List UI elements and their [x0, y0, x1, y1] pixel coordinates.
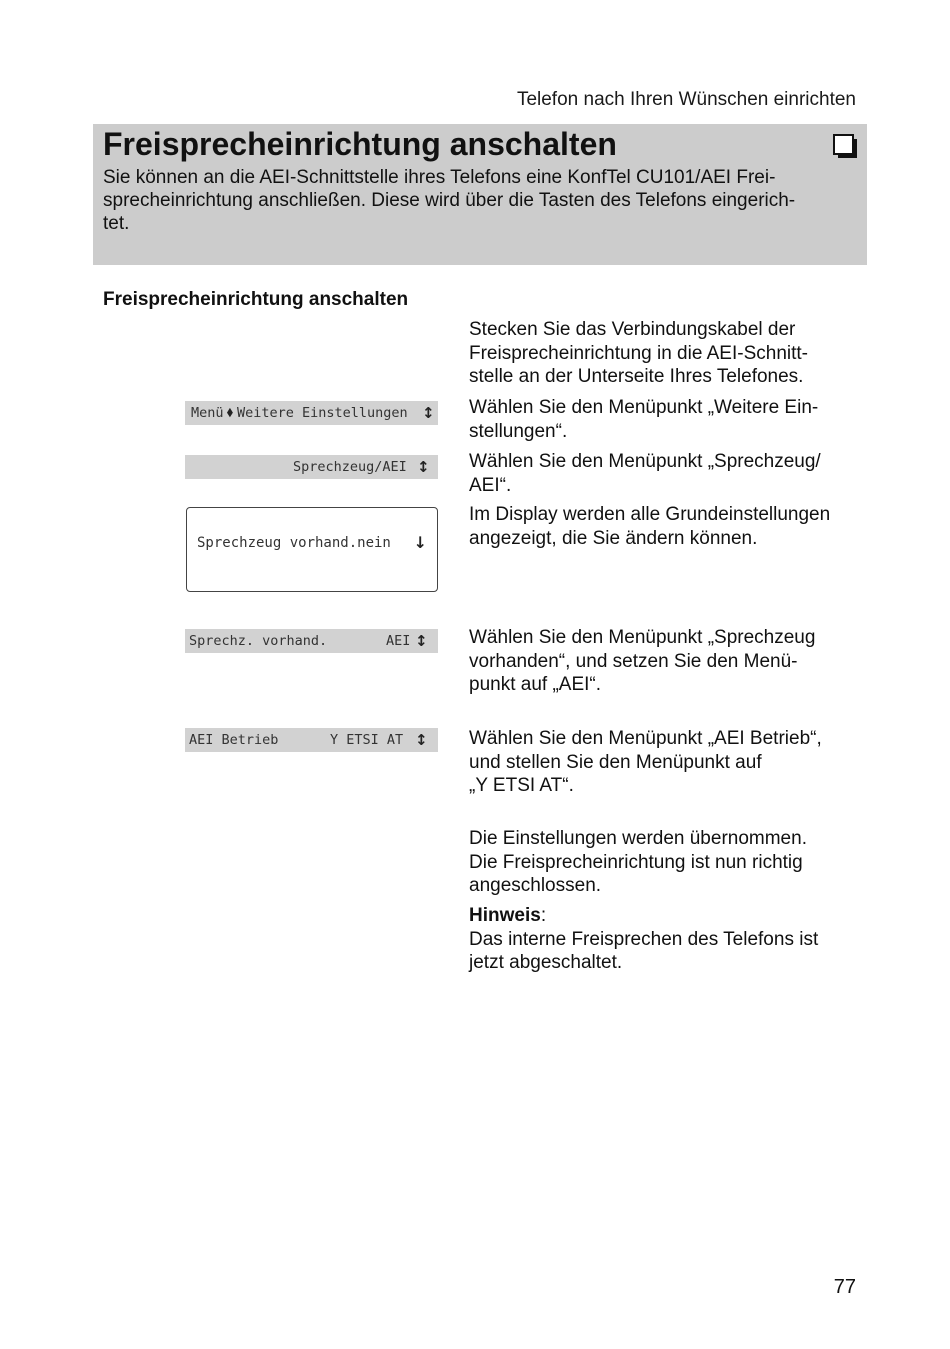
hint-line: jetzt abgeschaltet. — [469, 952, 623, 973]
step-line: Stecken Sie das Verbindungskabel der — [469, 319, 796, 340]
step-line: und stellen Sie den Menüpunkt auf — [469, 751, 762, 773]
step-line: AEI“. — [469, 474, 512, 496]
step-line: Im Display werden alle Grundeinstellungen — [469, 504, 831, 525]
step-instruction-4 — [469, 503, 864, 550]
step-line: stelle an der Unterseite Ihres Telefones. — [469, 366, 804, 387]
step-line: Die Freisprecheinrichtung ist nun richtig — [469, 851, 803, 873]
intro-line: sprecheinrichtung anschließen. Diese wird über die Tasten des Telefons eingerich- — [103, 190, 796, 211]
page-number: 77 — [833, 1276, 856, 1298]
display-sprechzeug-vorhand — [186, 507, 438, 592]
step-line: „Y ETSI AT“. — [469, 775, 574, 796]
up-down-arrow-icon: ↕ — [417, 458, 430, 476]
intro-line: tet. — [103, 213, 130, 234]
step-instruction-1 — [469, 318, 864, 389]
step-instruction-6 — [469, 727, 864, 798]
step-line: Wählen Sie den Menüpunkt „Sprechzeug — [469, 627, 816, 648]
hint-line: Das interne Freisprechen des Telefons ist — [469, 928, 819, 950]
display-text: AEI Betrieb — [189, 732, 279, 748]
display-aei-betrieb — [185, 728, 438, 752]
step-instruction-3 — [469, 450, 864, 497]
up-down-arrow-icon: ↕ — [415, 632, 428, 650]
down-arrow-icon: ↓ — [413, 533, 427, 552]
step-line: Freisprecheinrichtung in die AEI-Schnitt- — [469, 342, 808, 364]
step-line: Wählen Sie den Menüpunkt „AEI Betrieb“, — [469, 728, 822, 749]
step-instruction-2 — [469, 396, 864, 443]
up-down-arrow-icon: ↕ — [415, 731, 428, 749]
page-title: Freisprecheinrichtung anschalten — [103, 126, 617, 162]
step-line: stellungen“. — [469, 420, 568, 442]
hint-heading — [469, 904, 864, 928]
display-sprechz-vorhand-aei — [185, 629, 438, 653]
display-value: Y ETSI AT — [330, 732, 404, 748]
step-line: Die Einstellungen werden übernommen. — [469, 828, 807, 849]
intro-paragraph — [103, 166, 853, 235]
intro-line: Sie können an die AEI-Schnittstelle ihres Telefons eine KonfTel CU101/AEI Frei- — [103, 167, 776, 188]
display-text: Sprechz. vorhand. — [189, 633, 328, 649]
step-line: vorhanden“, und setzen Sie den Menü- — [469, 650, 798, 672]
step-line: punkt auf „AEI“. — [469, 674, 602, 695]
display-menu-weitere-einstellungen — [185, 401, 438, 425]
step-line: angezeigt, die Sie ändern können. — [469, 527, 758, 549]
checkbox-icon — [833, 134, 857, 158]
step-line: angeschlossen. — [469, 875, 602, 896]
display-text: Sprechzeug/AEI — [293, 459, 407, 475]
step-line: Wählen Sie den Menüpunkt „Sprechzeug/ — [469, 451, 821, 472]
display-text: Menü — [191, 405, 224, 421]
display-sprechzeug-aei — [185, 455, 438, 479]
title-box — [93, 124, 867, 265]
hint-colon: : — [540, 905, 547, 926]
step-line: Wählen Sie den Menüpunkt „Weitere Ein- — [469, 397, 819, 418]
display-text: Weitere Einstellungen — [237, 405, 408, 421]
section-heading: Freisprecheinrichtung anschalten — [103, 289, 409, 310]
up-down-arrow-icon: ↕ — [422, 404, 435, 422]
display-text: Sprechzeug vorhand.nein — [197, 535, 391, 551]
hint-label: Hinweis — [469, 905, 541, 926]
display-value: AEI — [386, 633, 411, 649]
running-header: Telefon nach Ihren Wünschen einrichten — [516, 89, 856, 110]
step-instruction-7 — [469, 827, 864, 898]
hint-block — [469, 904, 864, 975]
navigation-arrow-icon: ⬧ — [227, 405, 233, 420]
step-instruction-5 — [469, 626, 864, 697]
